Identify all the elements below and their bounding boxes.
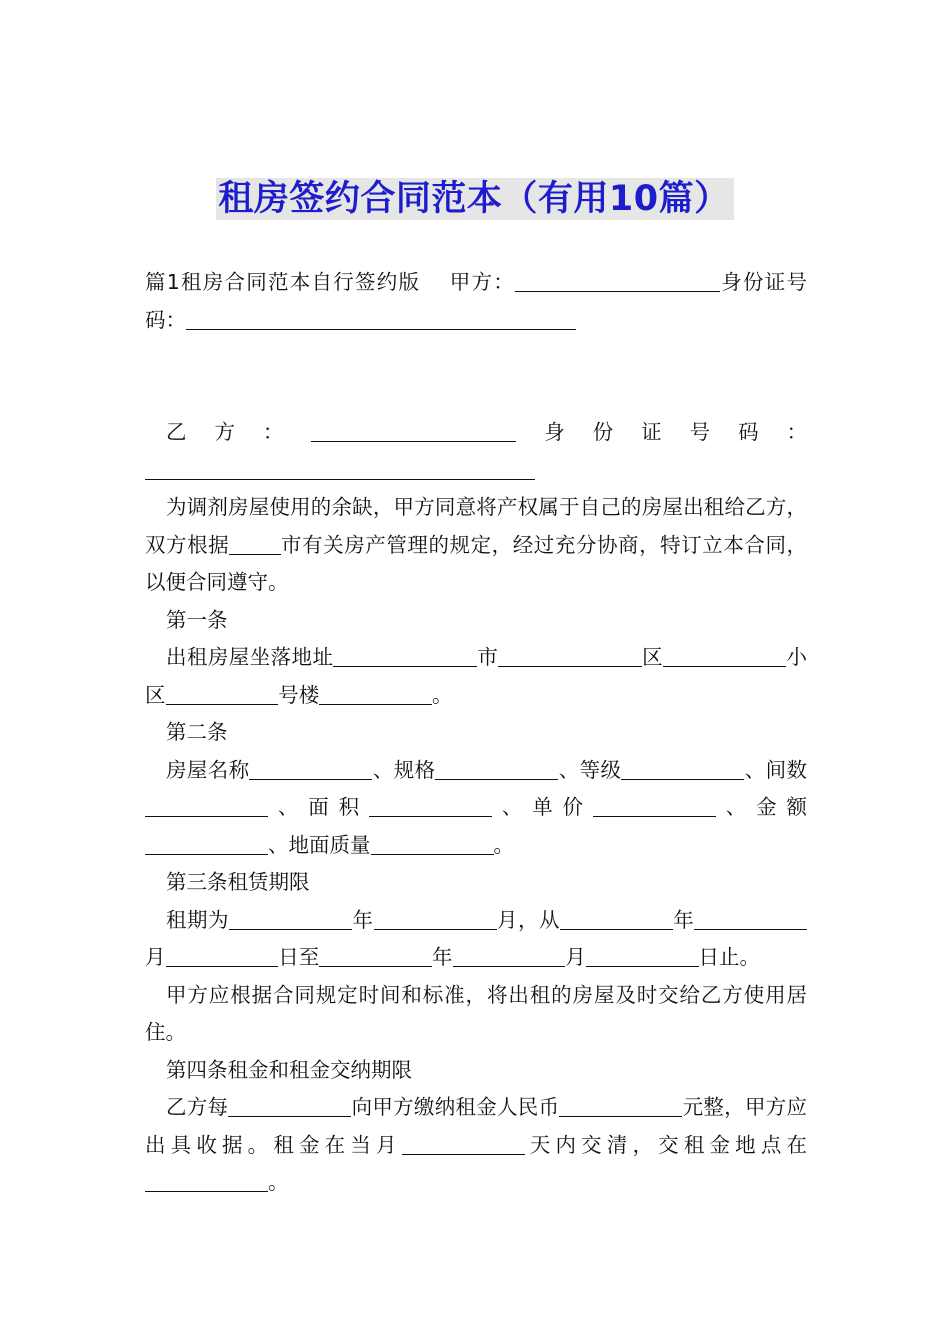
fill-in-blank [560,907,673,930]
text-run: 出租房屋坐落地址 [166,645,334,669]
text-run: 日止。 [698,945,760,969]
text-run: 区 [641,645,664,669]
fill-in-blank [166,682,279,705]
fill-in-blank [515,270,720,293]
text-run: 、单价 [491,795,593,819]
section-heading-1 [145,602,807,640]
fill-in-blank [145,832,268,855]
fill-in-blank [311,420,516,443]
paragraph-p10 [145,977,807,1052]
text-run: 租期为 [166,907,229,932]
document-title: 租房签约合同范本（有用10篇） [216,178,733,220]
paragraph-p2 [145,414,807,489]
paragraph-p1 [145,264,807,339]
text-run: 、金额 [715,795,808,819]
text-run: 乙方每 [166,1095,229,1119]
fill-in-blank [229,907,352,930]
text-run: 。 [268,1170,289,1194]
text-run: 、面积 [268,795,369,819]
fill-in-blank [402,1132,525,1155]
text-run: 甲方应根据合同规定时间和标准，将出租的房屋及时交给乙方使用居住。 [145,982,807,1044]
text-run: 年 [432,945,453,969]
text-run: 、间数 [744,757,808,782]
fill-in-blank [145,1170,268,1193]
text-run: 年 [352,907,374,932]
paragraph-p3 [145,489,807,602]
paragraph-p5 [145,639,807,714]
fill-in-blank [435,757,558,780]
title-block [0,178,950,220]
fill-in-blank [694,907,807,930]
fill-in-blank [453,945,566,968]
fill-in-blank [333,645,477,668]
fill-in-blank [319,682,432,705]
text-run: 号楼 [278,682,320,707]
fill-in-blank [145,457,535,480]
fill-in-blank [145,795,268,818]
section-heading-3 [145,864,807,902]
text-run: 元整，甲方应出具收据。租金在当月 [145,1095,808,1157]
fill-in-blank [559,1095,682,1118]
fill-in-blank [229,532,280,555]
text-run: 向甲方缴纳租金人民币 [351,1095,560,1119]
fill-in-blank [374,907,497,930]
paragraph-p12 [145,1089,807,1202]
text-run: 月 [145,945,166,969]
fill-in-blank [369,795,492,818]
text-run: 。 [493,832,514,857]
fill-in-blank [166,945,279,968]
text-run: 小区 [145,645,808,707]
text-run: 第三条租赁期限 [166,870,310,894]
fill-in-blank [186,307,576,330]
text-run: 。 [432,682,453,707]
section-heading-4 [145,1052,807,1090]
paragraph-p7 [145,752,807,865]
fill-in-blank [249,757,372,780]
text-run: 年 [672,907,695,932]
fill-in-blank [319,945,432,968]
section-heading-2 [145,714,807,752]
text-run: 第二条 [166,720,228,744]
text-run: 第一条 [166,607,228,632]
paragraph-spacer [145,339,807,414]
fill-in-blank [663,645,786,668]
text-run: 市有关房产管理的规定，经过充分协商，特订立本合同，以便合同遵守。 [145,532,808,594]
text-run: 身份证号码： [145,270,808,332]
text-run: 市 [476,645,499,669]
text-run: 、地面质量 [268,832,371,857]
fill-in-blank [498,645,642,668]
text-run: 为调剂房屋使用的余缺，甲方同意将产权属于自己的房屋出租给乙方，双方根据 [145,495,807,557]
text-run: 身份证号码： [516,420,808,444]
text-run: 月，从 [496,907,560,932]
text-run: 日至 [278,945,320,969]
document-body [145,264,807,1202]
text-run: 房屋名称 [166,757,250,782]
paragraph-p9 [145,902,807,977]
text-run: 乙方： [166,420,312,444]
fill-in-blank [593,795,716,818]
fill-in-blank [621,757,744,780]
text-run: 第四条租金和租金交纳期限 [166,1057,412,1082]
text-run: 天内交清，交租金地点在 [524,1132,808,1157]
fill-in-blank [586,945,699,968]
text-run: 篇1租房合同范本自行签约版 甲方： [145,270,516,294]
fill-in-blank [228,1095,351,1118]
text-run: 、规格 [372,757,436,782]
text-run: 月 [565,945,586,969]
fill-in-blank [371,832,494,855]
text-run: 、等级 [558,757,622,782]
